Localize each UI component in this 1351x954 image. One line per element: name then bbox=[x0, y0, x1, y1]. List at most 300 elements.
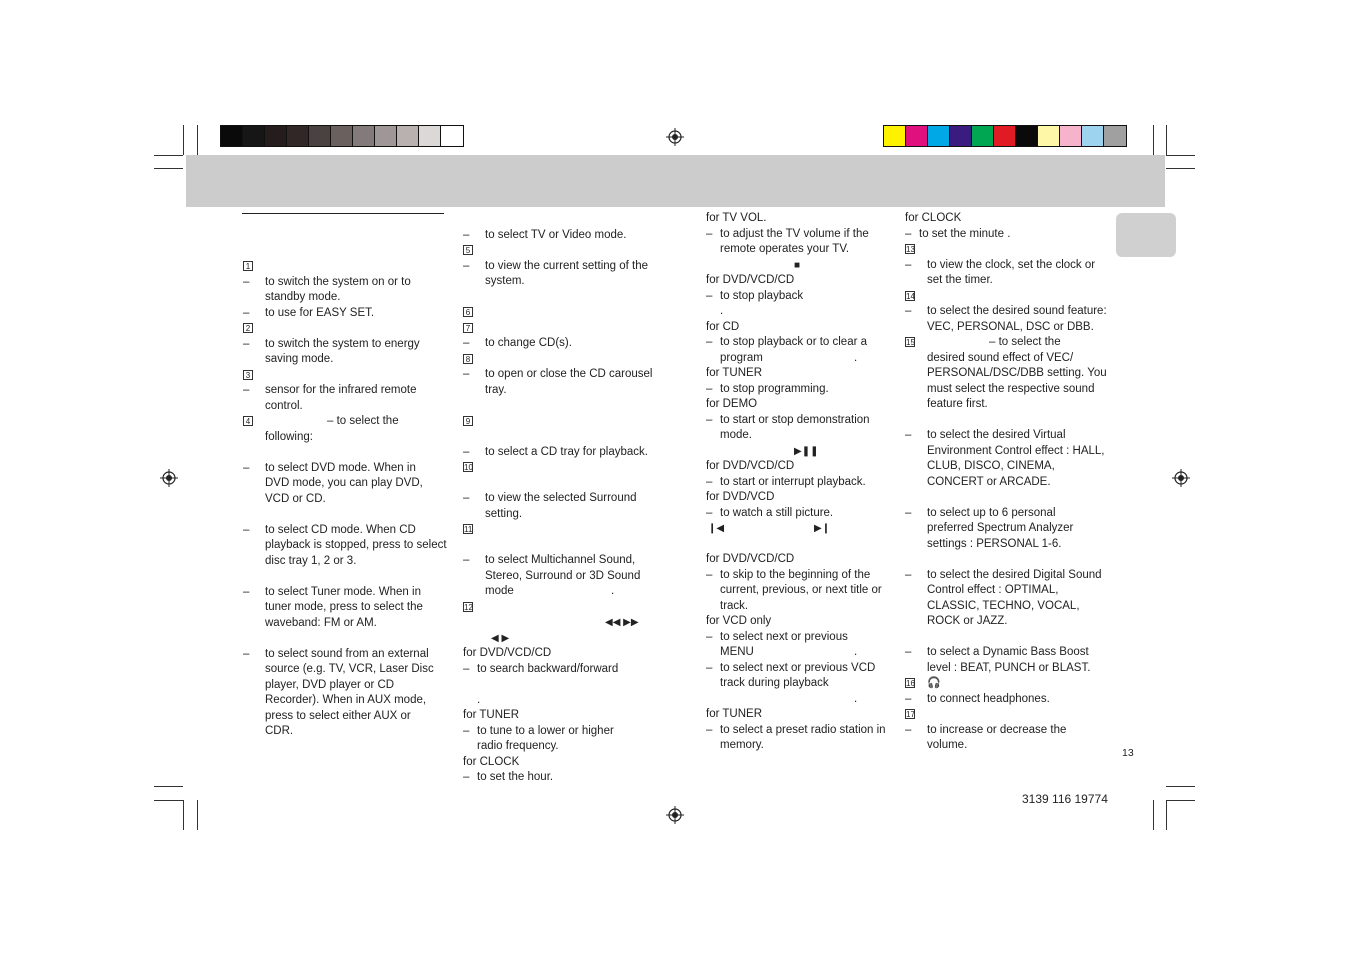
text-line bbox=[463, 491, 668, 507]
text-line bbox=[463, 507, 668, 523]
text-line bbox=[706, 258, 896, 274]
item-number-box: 14 bbox=[906, 291, 915, 301]
text-line bbox=[905, 614, 1110, 630]
color-swatch bbox=[243, 126, 265, 146]
text-line bbox=[463, 677, 668, 693]
item-text: to set the minute . bbox=[919, 227, 1011, 240]
prev-icon: ❙◀ bbox=[708, 523, 725, 534]
text-line bbox=[463, 414, 668, 430]
text-line bbox=[905, 351, 1110, 367]
item-text: feature first. bbox=[927, 398, 988, 410]
text-line bbox=[905, 444, 1110, 460]
text-line bbox=[706, 630, 896, 646]
text-line bbox=[463, 708, 668, 724]
item-text: Recorder). When in AUX mode, bbox=[265, 694, 427, 706]
text-line bbox=[463, 646, 668, 662]
item-text: system. bbox=[485, 275, 525, 287]
dash-marker: – bbox=[905, 429, 912, 441]
item-text: MENU bbox=[720, 646, 754, 658]
text-line bbox=[706, 506, 896, 522]
text-line bbox=[905, 692, 1110, 708]
process-color-bar bbox=[883, 125, 1127, 147]
item-text: to view the clock, set the clock or bbox=[927, 258, 1096, 271]
item-number-box: 17 bbox=[906, 710, 915, 719]
item-number-box: 3 bbox=[243, 370, 253, 380]
item-text: Environment Control effect : HALL, bbox=[927, 444, 1105, 457]
item-text: preferred Spectrum Analyzer bbox=[927, 522, 1074, 534]
color-swatch bbox=[441, 126, 463, 146]
text-line bbox=[706, 614, 896, 630]
dash-marker: – bbox=[463, 337, 470, 349]
item-text: DVD mode, you can play DVD, bbox=[265, 477, 423, 489]
dash-marker: – bbox=[463, 228, 470, 241]
text-line bbox=[905, 506, 1110, 522]
item-text: player, DVD player or CD bbox=[265, 678, 395, 691]
item-number-box: 6 bbox=[463, 307, 473, 317]
item-number-box: 16 bbox=[906, 679, 915, 688]
item-text: – to select the bbox=[327, 415, 399, 427]
item-text: Control effect : OPTIMAL, bbox=[927, 584, 1059, 596]
item-text: CLUB, DISCO, CINEMA, bbox=[927, 460, 1055, 472]
item-text: Stereo, Surround or 3D Sound bbox=[485, 569, 641, 582]
item-text: volume. bbox=[927, 739, 968, 751]
dash-marker: – bbox=[243, 306, 250, 319]
item-text: for DVD/VCD/CD bbox=[706, 274, 795, 286]
dash-marker: – bbox=[463, 771, 470, 783]
text-line bbox=[243, 259, 448, 275]
dash-marker: – bbox=[905, 258, 912, 271]
column-4 bbox=[905, 211, 1110, 754]
text-line bbox=[243, 461, 448, 477]
item-text: ROCK or JAZZ. bbox=[927, 615, 1008, 627]
dash-marker: – bbox=[905, 305, 912, 317]
text-line bbox=[463, 274, 668, 290]
item-text: to view the current setting of the bbox=[485, 259, 649, 272]
item-text: for DVD/VCD/CD bbox=[463, 647, 552, 659]
item-text: to stop playback or to clear a bbox=[720, 336, 868, 348]
dash-marker: – bbox=[243, 337, 250, 350]
text-line bbox=[706, 242, 896, 258]
item-text: track during playback bbox=[720, 677, 829, 689]
item-text: for DVD/VCD/CD bbox=[706, 553, 795, 565]
text-line bbox=[243, 352, 448, 368]
item-text: following: bbox=[265, 430, 313, 443]
color-swatch bbox=[331, 126, 353, 146]
text-line bbox=[905, 304, 1110, 320]
text-line bbox=[463, 600, 668, 616]
side-tab bbox=[1116, 213, 1176, 257]
search-arrows-icon: ◀◀ ▶▶ bbox=[605, 617, 639, 628]
color-swatch bbox=[1104, 126, 1126, 146]
text-line bbox=[463, 615, 668, 631]
text-line bbox=[905, 645, 1110, 661]
text-line bbox=[706, 475, 896, 491]
item-text: sensor for the infrared remote bbox=[265, 384, 417, 396]
dash-marker: – bbox=[706, 336, 713, 348]
text-line bbox=[243, 569, 448, 585]
dash-marker: – bbox=[706, 661, 713, 674]
item-text: level : BEAT, PUNCH or BLAST. bbox=[927, 661, 1091, 674]
text-line bbox=[463, 321, 668, 337]
item-text: to search backward/forward bbox=[477, 662, 619, 675]
dash-marker: – bbox=[243, 384, 250, 396]
text-line bbox=[243, 585, 448, 601]
text-line bbox=[905, 366, 1110, 382]
text-line bbox=[905, 335, 1110, 351]
item-text: to select the desired Virtual bbox=[927, 429, 1066, 441]
text-line bbox=[243, 662, 448, 678]
crop-mark bbox=[1153, 800, 1154, 830]
text-line bbox=[243, 709, 448, 725]
dash-marker: – bbox=[243, 461, 250, 474]
tuning-arrows-icon: ◀ ▶ bbox=[491, 632, 510, 644]
item-text: control. bbox=[265, 399, 303, 412]
text-line bbox=[243, 647, 448, 663]
item-text: mode bbox=[485, 585, 514, 597]
item-number-box: 7 bbox=[463, 323, 473, 333]
dash-marker: – bbox=[463, 662, 470, 675]
item-text: tray. bbox=[485, 383, 507, 396]
text-line bbox=[905, 552, 1110, 568]
item-number-box: 11 bbox=[464, 525, 473, 534]
text-line bbox=[243, 616, 448, 632]
item-text: for TUNER bbox=[706, 708, 763, 720]
text-line bbox=[706, 413, 896, 429]
crop-mark bbox=[1166, 786, 1195, 787]
text-line bbox=[463, 336, 668, 352]
item-text: to select DVD mode. When in bbox=[265, 461, 416, 474]
item-number-box: 12 bbox=[464, 602, 473, 612]
text-line bbox=[243, 724, 448, 740]
dash-marker: – bbox=[706, 630, 713, 643]
registration-mark-icon bbox=[666, 806, 684, 824]
text-line bbox=[905, 211, 1110, 227]
text-line bbox=[905, 599, 1110, 615]
text-line bbox=[905, 475, 1110, 491]
text-line bbox=[243, 368, 448, 384]
item-text: to switch the system on or to bbox=[265, 275, 411, 288]
column-3 bbox=[706, 211, 896, 754]
grayscale-color-bar bbox=[220, 125, 464, 147]
text-line bbox=[905, 289, 1110, 305]
item-number-box: 9 bbox=[463, 416, 473, 426]
item-text: track. bbox=[720, 599, 749, 612]
item-text: to select Multichannel Sound, bbox=[485, 554, 636, 566]
color-swatch bbox=[1060, 126, 1082, 146]
item-text: . bbox=[854, 692, 858, 705]
text-line bbox=[463, 770, 668, 786]
crop-mark bbox=[1166, 168, 1195, 169]
item-text: settings : PERSONAL 1-6. bbox=[927, 537, 1062, 550]
text-line bbox=[243, 306, 448, 322]
text-line bbox=[243, 383, 448, 399]
item-text: to start or stop demonstration bbox=[720, 413, 870, 426]
text-line bbox=[463, 584, 668, 600]
item-text: to open or close the CD carousel bbox=[485, 368, 653, 380]
dash-marker: – bbox=[463, 724, 470, 737]
text-line bbox=[905, 723, 1110, 739]
text-line bbox=[463, 553, 668, 569]
text-line bbox=[905, 382, 1110, 398]
item-text: – to select the bbox=[989, 336, 1061, 348]
text-line bbox=[463, 755, 668, 771]
text-line bbox=[905, 320, 1110, 336]
item-text: to select a Dynamic Bass Boost bbox=[927, 646, 1089, 658]
dash-marker: – bbox=[706, 723, 713, 736]
dash-marker: – bbox=[706, 227, 713, 240]
item-text: setting. bbox=[485, 507, 523, 520]
text-line bbox=[706, 490, 896, 506]
text-line bbox=[905, 661, 1110, 677]
text-line bbox=[905, 242, 1110, 258]
color-swatch bbox=[906, 126, 928, 146]
item-text: for DVD/VCD/CD bbox=[706, 460, 795, 472]
text-line bbox=[706, 320, 896, 336]
headphones-icon: 🎧 bbox=[927, 677, 941, 689]
item-text: to stop programming. bbox=[720, 382, 829, 395]
text-line bbox=[243, 290, 448, 306]
text-line bbox=[706, 382, 896, 398]
item-text: for TUNER bbox=[706, 367, 763, 379]
item-text: to select the desired sound feature: bbox=[927, 305, 1107, 317]
item-text: must select the respective sound bbox=[927, 382, 1095, 395]
item-text: to connect headphones. bbox=[927, 692, 1050, 705]
transport-icon: ▶❚❚ bbox=[794, 445, 819, 457]
item-text: CLASSIC, TECHNO, VOCAL, bbox=[927, 599, 1080, 612]
text-line bbox=[243, 507, 448, 523]
text-line bbox=[905, 459, 1110, 475]
text-line bbox=[706, 289, 896, 305]
color-swatch bbox=[265, 126, 287, 146]
text-line bbox=[463, 243, 668, 259]
color-swatch bbox=[397, 126, 419, 146]
text-line bbox=[463, 352, 668, 368]
item-text: to select sound from an external bbox=[265, 647, 429, 660]
item-text: source (e.g. TV, VCR, Laser Disc bbox=[265, 663, 434, 675]
text-line bbox=[243, 554, 448, 570]
item-text: to select next or previous bbox=[720, 630, 848, 643]
crop-mark bbox=[1166, 125, 1167, 155]
text-line bbox=[243, 631, 448, 647]
item-text: . bbox=[611, 585, 615, 597]
text-line bbox=[706, 521, 896, 537]
text-line bbox=[243, 523, 448, 539]
color-swatch bbox=[928, 126, 950, 146]
crop-mark bbox=[154, 786, 183, 787]
item-text: . bbox=[854, 646, 858, 658]
text-line bbox=[243, 275, 448, 291]
dash-marker: – bbox=[243, 275, 250, 288]
item-text: to select up to 6 personal bbox=[927, 506, 1056, 519]
text-line bbox=[706, 707, 896, 723]
text-line bbox=[706, 723, 896, 739]
text-line bbox=[243, 321, 448, 337]
crop-mark bbox=[197, 125, 198, 155]
item-text: to set the hour. bbox=[477, 771, 554, 783]
text-line bbox=[463, 445, 668, 461]
text-line bbox=[905, 583, 1110, 599]
item-text: to select CD mode. When CD bbox=[265, 523, 416, 536]
text-line bbox=[905, 273, 1110, 289]
item-text: to select Tuner mode. When in bbox=[265, 585, 421, 598]
text-line bbox=[706, 738, 896, 754]
text-line bbox=[905, 490, 1110, 506]
item-text: to watch a still picture. bbox=[720, 506, 834, 519]
crop-mark bbox=[154, 800, 183, 801]
item-text: to select a preset radio station in bbox=[720, 723, 886, 736]
color-swatch bbox=[1082, 126, 1104, 146]
text-line bbox=[243, 399, 448, 415]
next-icon: ▶❙ bbox=[814, 523, 831, 534]
text-line bbox=[905, 707, 1110, 723]
item-text: . bbox=[477, 693, 481, 706]
dash-marker: – bbox=[706, 382, 713, 395]
column-2 bbox=[463, 212, 668, 786]
color-swatch bbox=[884, 126, 906, 146]
color-swatch bbox=[994, 126, 1016, 146]
text-line bbox=[706, 552, 896, 568]
registration-mark-icon bbox=[160, 469, 178, 487]
item-text: PERSONAL/DSC/DBB setting. You bbox=[927, 367, 1107, 379]
text-line bbox=[463, 429, 668, 445]
item-number-box: 10 bbox=[464, 463, 473, 472]
item-text: for CLOCK bbox=[905, 212, 962, 224]
item-text: disc tray 1, 2 or 3. bbox=[265, 554, 357, 567]
item-text: to tune to a lower or higher bbox=[477, 724, 614, 737]
item-number-box: 1 bbox=[243, 261, 253, 271]
text-line bbox=[463, 212, 668, 228]
color-swatch bbox=[375, 126, 397, 146]
text-line bbox=[243, 414, 448, 430]
text-line bbox=[706, 397, 896, 413]
text-line bbox=[243, 430, 448, 446]
item-text: VCD or CD. bbox=[265, 492, 326, 505]
item-text: for DVD/VCD bbox=[706, 491, 775, 503]
color-swatch bbox=[972, 126, 994, 146]
text-line bbox=[243, 476, 448, 492]
item-text: CDR. bbox=[265, 725, 294, 737]
text-line bbox=[905, 738, 1110, 754]
item-text: for VCD only bbox=[706, 615, 772, 627]
item-text: for DEMO bbox=[706, 398, 758, 410]
transport-icon: ■ bbox=[794, 259, 801, 271]
text-line bbox=[706, 335, 896, 351]
item-text: CONCERT or ARCADE. bbox=[927, 475, 1051, 488]
item-text: . bbox=[854, 351, 858, 364]
text-line bbox=[463, 476, 668, 492]
item-text: radio frequency. bbox=[477, 740, 559, 752]
text-line bbox=[243, 693, 448, 709]
item-text: press to select either AUX or bbox=[265, 709, 411, 722]
item-text: playback is stopped, press to select bbox=[265, 539, 447, 551]
dash-marker: – bbox=[905, 506, 912, 519]
text-line bbox=[706, 227, 896, 243]
item-text: to adjust the TV volume if the bbox=[720, 227, 869, 240]
item-text: to stop playback bbox=[720, 289, 804, 302]
text-line bbox=[243, 678, 448, 694]
item-number-box: 2 bbox=[243, 323, 253, 333]
text-line bbox=[706, 645, 896, 661]
item-text: tuner mode, press to select the bbox=[265, 601, 423, 613]
text-line bbox=[706, 661, 896, 677]
registration-mark-icon bbox=[666, 128, 684, 146]
crop-mark bbox=[1153, 125, 1154, 155]
text-line bbox=[706, 366, 896, 382]
item-text: to start or interrupt playback. bbox=[720, 475, 866, 488]
text-line bbox=[706, 599, 896, 615]
text-line bbox=[706, 459, 896, 475]
text-line bbox=[905, 227, 1110, 243]
text-line bbox=[905, 568, 1110, 584]
dash-marker: – bbox=[706, 413, 713, 426]
page-number: 13 bbox=[1122, 747, 1134, 759]
text-line bbox=[706, 568, 896, 584]
item-text: waveband: FM or AM. bbox=[265, 616, 377, 629]
color-swatch bbox=[287, 126, 309, 146]
text-line bbox=[905, 630, 1110, 646]
text-line bbox=[706, 351, 896, 367]
text-line bbox=[463, 569, 668, 585]
header-band bbox=[186, 155, 1165, 207]
document-code: 3139 116 19774 bbox=[1022, 792, 1108, 806]
dash-marker: – bbox=[706, 568, 713, 581]
text-line bbox=[905, 258, 1110, 274]
item-text: to use for EASY SET. bbox=[265, 306, 375, 319]
item-text: standby mode. bbox=[265, 291, 341, 303]
color-swatch bbox=[950, 126, 972, 146]
color-swatch bbox=[419, 126, 441, 146]
dash-marker: – bbox=[706, 289, 713, 302]
item-number-box: 8 bbox=[463, 354, 473, 364]
dash-marker: – bbox=[706, 506, 713, 519]
item-number-box: 15 bbox=[906, 338, 915, 347]
dash-marker: – bbox=[463, 554, 470, 566]
dash-marker: – bbox=[905, 568, 912, 581]
item-text: current, previous, or next title or bbox=[720, 584, 882, 596]
text-line bbox=[243, 600, 448, 616]
text-line bbox=[463, 228, 668, 244]
text-line bbox=[905, 521, 1110, 537]
item-number-box: 5 bbox=[463, 245, 473, 255]
text-line bbox=[243, 337, 448, 353]
dash-marker: – bbox=[463, 368, 470, 380]
column-1 bbox=[243, 259, 448, 740]
item-text: for CLOCK bbox=[463, 755, 520, 768]
dash-marker: – bbox=[905, 227, 912, 240]
dash-marker: – bbox=[905, 692, 912, 705]
text-line bbox=[463, 290, 668, 306]
item-text: for TUNER bbox=[463, 709, 520, 721]
color-swatch bbox=[1038, 126, 1060, 146]
text-line bbox=[905, 537, 1110, 553]
crop-mark bbox=[154, 155, 183, 156]
crop-mark bbox=[183, 125, 184, 155]
item-text: to increase or decrease the bbox=[927, 723, 1067, 736]
item-text: to view the selected Surround bbox=[485, 492, 637, 504]
text-line bbox=[463, 662, 668, 678]
text-line bbox=[706, 692, 896, 708]
crop-mark bbox=[1166, 155, 1195, 156]
item-text: to switch the system to energy bbox=[265, 337, 420, 350]
text-line bbox=[905, 676, 1110, 692]
crop-mark bbox=[154, 168, 183, 169]
item-text: to skip to the beginning of the bbox=[720, 568, 871, 581]
text-line bbox=[706, 273, 896, 289]
dash-marker: – bbox=[243, 585, 250, 598]
item-text: to select next or previous VCD bbox=[720, 661, 876, 674]
text-line bbox=[243, 492, 448, 508]
text-line bbox=[463, 398, 668, 414]
